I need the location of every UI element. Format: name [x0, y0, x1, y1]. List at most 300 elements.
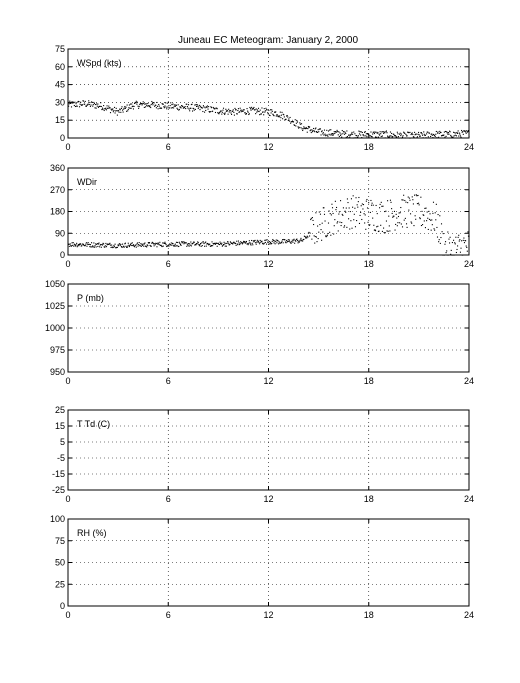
wdir-point [164, 242, 165, 243]
wdir-point [403, 199, 404, 200]
wdir-point [386, 220, 387, 221]
wspd-point [234, 115, 235, 116]
wdir-point [203, 243, 204, 244]
wdir-point [179, 243, 180, 244]
rh-xtick-label: 6 [165, 610, 171, 620]
wdir-point [329, 210, 330, 211]
wdir-point [292, 240, 293, 241]
wspd-point [330, 129, 331, 130]
wdir-ytick-label: 180 [49, 206, 65, 217]
wdir-point [319, 211, 320, 212]
wspd-point [100, 102, 101, 103]
wdir-point [316, 241, 317, 242]
wspd-point [261, 107, 262, 108]
wdir-point [443, 233, 444, 234]
wdir-point [412, 199, 413, 200]
wdir-point [77, 245, 78, 246]
wdir-point [270, 242, 271, 243]
wdir-point [463, 240, 464, 241]
wspd-point [458, 136, 459, 137]
panels-group [45, 44, 474, 620]
rh-xtick-label: 18 [363, 610, 374, 620]
wdir-point [131, 245, 132, 246]
wspd-xtick-label: 12 [263, 142, 274, 152]
wspd-point [214, 108, 215, 109]
wdir-point [248, 243, 249, 244]
wdir-point [350, 211, 351, 212]
wspd-point [113, 110, 114, 111]
wspd-point [134, 103, 135, 104]
wspd-point [143, 103, 144, 104]
wspd-point [141, 103, 142, 104]
wspd-point [154, 106, 155, 107]
wdir-point [341, 222, 342, 223]
wdir-point [199, 244, 200, 245]
rh-ytick-label: 25 [54, 579, 65, 590]
wspd-point [259, 111, 260, 112]
wspd-point [255, 109, 256, 110]
wdir-point [87, 244, 88, 245]
wspd-point [115, 110, 116, 111]
wspd-point [331, 134, 332, 135]
wdir-point [372, 218, 373, 219]
wspd-point [94, 107, 95, 108]
wdir-point [404, 200, 405, 201]
rh-xtick-label: 12 [263, 610, 274, 620]
wspd-point [330, 134, 331, 135]
wdir-point [342, 215, 343, 216]
wspd-point [379, 135, 380, 136]
wspd-point [250, 108, 251, 109]
wdir-point [337, 221, 338, 222]
wspd-point [456, 132, 457, 133]
wdir-point [127, 247, 128, 248]
wspd-point [205, 107, 206, 108]
wspd-point [353, 132, 354, 133]
wdir-point [384, 232, 385, 233]
wspd-point [131, 108, 132, 109]
wdir-point [297, 240, 298, 241]
wspd-point [70, 103, 71, 104]
wdir-point [371, 205, 372, 206]
wspd-point [446, 131, 447, 132]
wdir-point [390, 200, 391, 201]
wspd-point [96, 108, 97, 109]
wspd-point [199, 109, 200, 110]
wdir-point [163, 246, 164, 247]
wdir-point [342, 214, 343, 215]
wspd-point [289, 120, 290, 121]
wspd-point [448, 134, 449, 135]
wspd-point [186, 104, 187, 105]
wspd-point [69, 101, 70, 102]
wspd-point [246, 113, 247, 114]
wspd-point [175, 106, 176, 107]
wdir-point [446, 250, 447, 251]
wspd-point [130, 104, 131, 105]
wdir-point [415, 219, 416, 220]
wspd-point [464, 130, 465, 131]
pressure-xtick-label: 6 [165, 376, 171, 386]
wdir-point [409, 198, 410, 199]
wdir-point [417, 195, 418, 196]
wspd-point [165, 102, 166, 103]
wspd-point [381, 136, 382, 137]
wspd-point [80, 104, 81, 105]
wspd-point [136, 104, 137, 105]
wspd-point [419, 134, 420, 135]
wdir-point [274, 240, 275, 241]
wspd-point [342, 130, 343, 131]
wspd-point [382, 135, 383, 136]
wspd-point [128, 107, 129, 108]
wdir-point [226, 246, 227, 247]
wspd-point [322, 130, 323, 131]
wspd-point [400, 133, 401, 134]
wdir-point [353, 195, 354, 196]
wdir-point [420, 218, 421, 219]
wspd-point [155, 105, 156, 106]
wdir-point [399, 222, 400, 223]
wdir-point [89, 246, 90, 247]
wdir-point [308, 232, 309, 233]
wspd-point [225, 109, 226, 110]
temp-dewpoint-ytick-label: -15 [51, 469, 65, 479]
temp-dewpoint-xtick-label: 12 [263, 494, 274, 504]
wdir-point [317, 226, 318, 227]
wdir-point [72, 245, 73, 246]
wspd-point [351, 132, 352, 133]
wspd-point [101, 106, 102, 107]
wdir-point [92, 246, 93, 247]
wspd-point [398, 136, 399, 137]
wdir-point [278, 243, 279, 244]
wspd-point [116, 108, 117, 109]
wspd-point [224, 113, 225, 114]
wdir-point [113, 245, 114, 246]
wspd-point [189, 109, 190, 110]
wspd-point [279, 115, 280, 116]
wdir-point [343, 207, 344, 208]
wspd-point [261, 113, 262, 114]
wdir-point [78, 245, 79, 246]
wspd-point [370, 131, 371, 132]
wspd-point [171, 107, 172, 108]
wdir-point [435, 219, 436, 220]
wdir-point [159, 244, 160, 245]
wspd-point [349, 137, 350, 138]
wspd-point [88, 104, 89, 105]
wspd-point [314, 131, 315, 132]
wdir-point [179, 242, 180, 243]
wdir-point [162, 246, 163, 247]
wspd-point [95, 104, 96, 105]
wdir-point [428, 229, 429, 230]
wdir-point [286, 240, 287, 241]
wdir-point [302, 240, 303, 241]
wspd-point [237, 110, 238, 111]
wdir-point [324, 214, 325, 215]
wdir-point [295, 241, 296, 242]
wdir-point [136, 247, 137, 248]
wdir-point [88, 242, 89, 243]
wspd-point [78, 101, 79, 102]
wdir-point [264, 240, 265, 241]
wspd-point [454, 135, 455, 136]
wdir-point [142, 245, 143, 246]
wdir-point [429, 213, 430, 214]
wdir-point [447, 231, 448, 232]
wdir-point [97, 243, 98, 244]
wspd-point [279, 116, 280, 117]
wspd-point [443, 134, 444, 135]
wspd-point [253, 108, 254, 109]
wdir-point [368, 222, 369, 223]
wdir-point [345, 212, 346, 213]
wspd-point [306, 127, 307, 128]
wspd-point [303, 128, 304, 129]
wdir-point [467, 231, 468, 232]
pressure-ytick-label: 1025 [44, 301, 65, 311]
wdir-point [315, 236, 316, 237]
wdir-point [413, 225, 414, 226]
wdir-point [404, 220, 405, 221]
wdir-point [91, 242, 92, 243]
wspd-point [452, 136, 453, 137]
wspd-point [169, 107, 170, 108]
wspd-point [136, 101, 137, 102]
wspd-point [280, 117, 281, 118]
wdir-point [434, 230, 435, 231]
rh-xtick-label: 0 [65, 610, 71, 620]
wdir-point [381, 206, 382, 207]
wspd-point [206, 107, 207, 108]
wdir-point [259, 242, 260, 243]
wspd-point [212, 111, 213, 112]
wspd-point [121, 108, 122, 109]
wspd-point [458, 130, 459, 131]
wspd-point [240, 108, 241, 109]
wspd-point [137, 106, 138, 107]
wspd-point [364, 135, 365, 136]
wdir-point [128, 245, 129, 246]
wspd-point [438, 131, 439, 132]
wspd-point [359, 133, 360, 134]
wdir-point [299, 240, 300, 241]
temp-dewpoint-ytick-label: 25 [54, 405, 65, 415]
wdir-point [106, 246, 107, 247]
wspd-point [323, 132, 324, 133]
wdir-point [75, 245, 76, 246]
wspd-point [300, 127, 301, 128]
wspd-point [164, 105, 165, 106]
wdir-point [69, 246, 70, 247]
wdir-point [438, 241, 439, 242]
wspd-point [110, 112, 111, 113]
wdir-point [128, 243, 129, 244]
wdir-point [132, 242, 133, 243]
wdir-point [358, 197, 359, 198]
wdir-point [140, 245, 141, 246]
wspd-point [277, 115, 278, 116]
wdir-point [379, 207, 380, 208]
wspd-point [467, 131, 468, 132]
wspd-point [116, 110, 117, 111]
wspd-xtick-label: 18 [363, 142, 374, 152]
wspd-point [294, 125, 295, 126]
wdir-point [190, 241, 191, 242]
wspd-point [439, 131, 440, 132]
wspd-point [207, 109, 208, 110]
wdir-point [440, 237, 441, 238]
wdir-point [436, 204, 437, 205]
wspd-point [248, 112, 249, 113]
wdir-point [296, 239, 297, 240]
wspd-point [179, 109, 180, 110]
wdir-point [137, 246, 138, 247]
wspd-point [318, 131, 319, 132]
wspd-point [360, 131, 361, 132]
wdir-point [427, 218, 428, 219]
wspd-point [445, 131, 446, 132]
wspd-point [168, 102, 169, 103]
wdir-point [320, 229, 321, 230]
wspd-point [185, 106, 186, 107]
wdir-point [456, 249, 457, 250]
wdir-point [327, 233, 328, 234]
wdir-point [310, 233, 311, 234]
wspd-point [174, 106, 175, 107]
wdir-point [225, 243, 226, 244]
wdir-point [235, 243, 236, 244]
wspd-point [187, 108, 188, 109]
wdir-point [407, 227, 408, 228]
wdir-point [382, 206, 383, 207]
wspd-point [172, 104, 173, 105]
wspd-point [363, 134, 364, 135]
wspd-point [143, 101, 144, 102]
wdir-point [334, 219, 335, 220]
wspd-point [200, 106, 201, 107]
wspd-point [462, 131, 463, 132]
wspd-point [163, 104, 164, 105]
wspd-point [120, 112, 121, 113]
pressure-panel-label: P (mb) [77, 293, 104, 303]
wdir-point [440, 243, 441, 244]
wspd-point [173, 107, 174, 108]
wspd-point [265, 108, 266, 109]
wspd-point [127, 104, 128, 105]
wspd-point [129, 108, 130, 109]
wdir-point [459, 239, 460, 240]
wspd-point [267, 112, 268, 113]
wspd-point [451, 136, 452, 137]
wdir-point [240, 243, 241, 244]
wdir-point [372, 203, 373, 204]
wdir-point [109, 243, 110, 244]
wdir-point [174, 245, 175, 246]
wdir-point [355, 226, 356, 227]
wspd-point [429, 133, 430, 134]
wspd-point [202, 107, 203, 108]
wspd-point [360, 135, 361, 136]
wdir-point [261, 241, 262, 242]
wdir-point [170, 244, 171, 245]
wspd-point [154, 102, 155, 103]
wdir-point [365, 214, 366, 215]
wspd-point [301, 123, 302, 124]
wdir-point [362, 203, 363, 204]
wdir-point [85, 245, 86, 246]
wdir-point [143, 246, 144, 247]
wdir-point [421, 225, 422, 226]
wdir-point [398, 216, 399, 217]
wspd-point [170, 105, 171, 106]
wspd-point [299, 122, 300, 123]
wdir-point [71, 246, 72, 247]
wspd-point [142, 103, 143, 104]
wspd-point [376, 132, 377, 133]
wspd-point [189, 110, 190, 111]
wdir-point [401, 223, 402, 224]
wdir-point [115, 244, 116, 245]
wdir-point [294, 243, 295, 244]
wdir-point [171, 245, 172, 246]
wdir-point [193, 243, 194, 244]
wdir-point [189, 246, 190, 247]
wspd-point [418, 132, 419, 133]
wdir-point [312, 220, 313, 221]
wspd-point [345, 132, 346, 133]
wdir-point [156, 243, 157, 244]
wspd-point [96, 103, 97, 104]
wspd-point [327, 136, 328, 137]
wspd-point [447, 132, 448, 133]
wspd-point [272, 111, 273, 112]
wspd-point [377, 132, 378, 133]
pressure-panel [45, 279, 474, 386]
wdir-point [361, 205, 362, 206]
wspd-ytick-label: 60 [54, 61, 65, 72]
wspd-point [311, 129, 312, 130]
wspd-point [152, 103, 153, 104]
wdir-point [338, 213, 339, 214]
wdir-ytick-label: 270 [49, 184, 65, 195]
wdir-point [288, 239, 289, 240]
wdir-point [221, 244, 222, 245]
wspd-point [269, 115, 270, 116]
wspd-point [132, 106, 133, 107]
wspd-point [334, 131, 335, 132]
wdir-point [129, 246, 130, 247]
wdir-point [298, 241, 299, 242]
wspd-point [80, 102, 81, 103]
wdir-point [436, 227, 437, 228]
wdir-point [269, 241, 270, 242]
wspd-point [374, 132, 375, 133]
rh-panel [50, 514, 474, 620]
wdir-point [271, 243, 272, 244]
wdir-point [442, 231, 443, 232]
wspd-point [329, 134, 330, 135]
wspd-point [198, 106, 199, 107]
wdir-point [291, 243, 292, 244]
wspd-point [205, 110, 206, 111]
wspd-point [346, 130, 347, 131]
wspd-point [302, 130, 303, 131]
wdir-point [337, 222, 338, 223]
wdir-point [175, 246, 176, 247]
